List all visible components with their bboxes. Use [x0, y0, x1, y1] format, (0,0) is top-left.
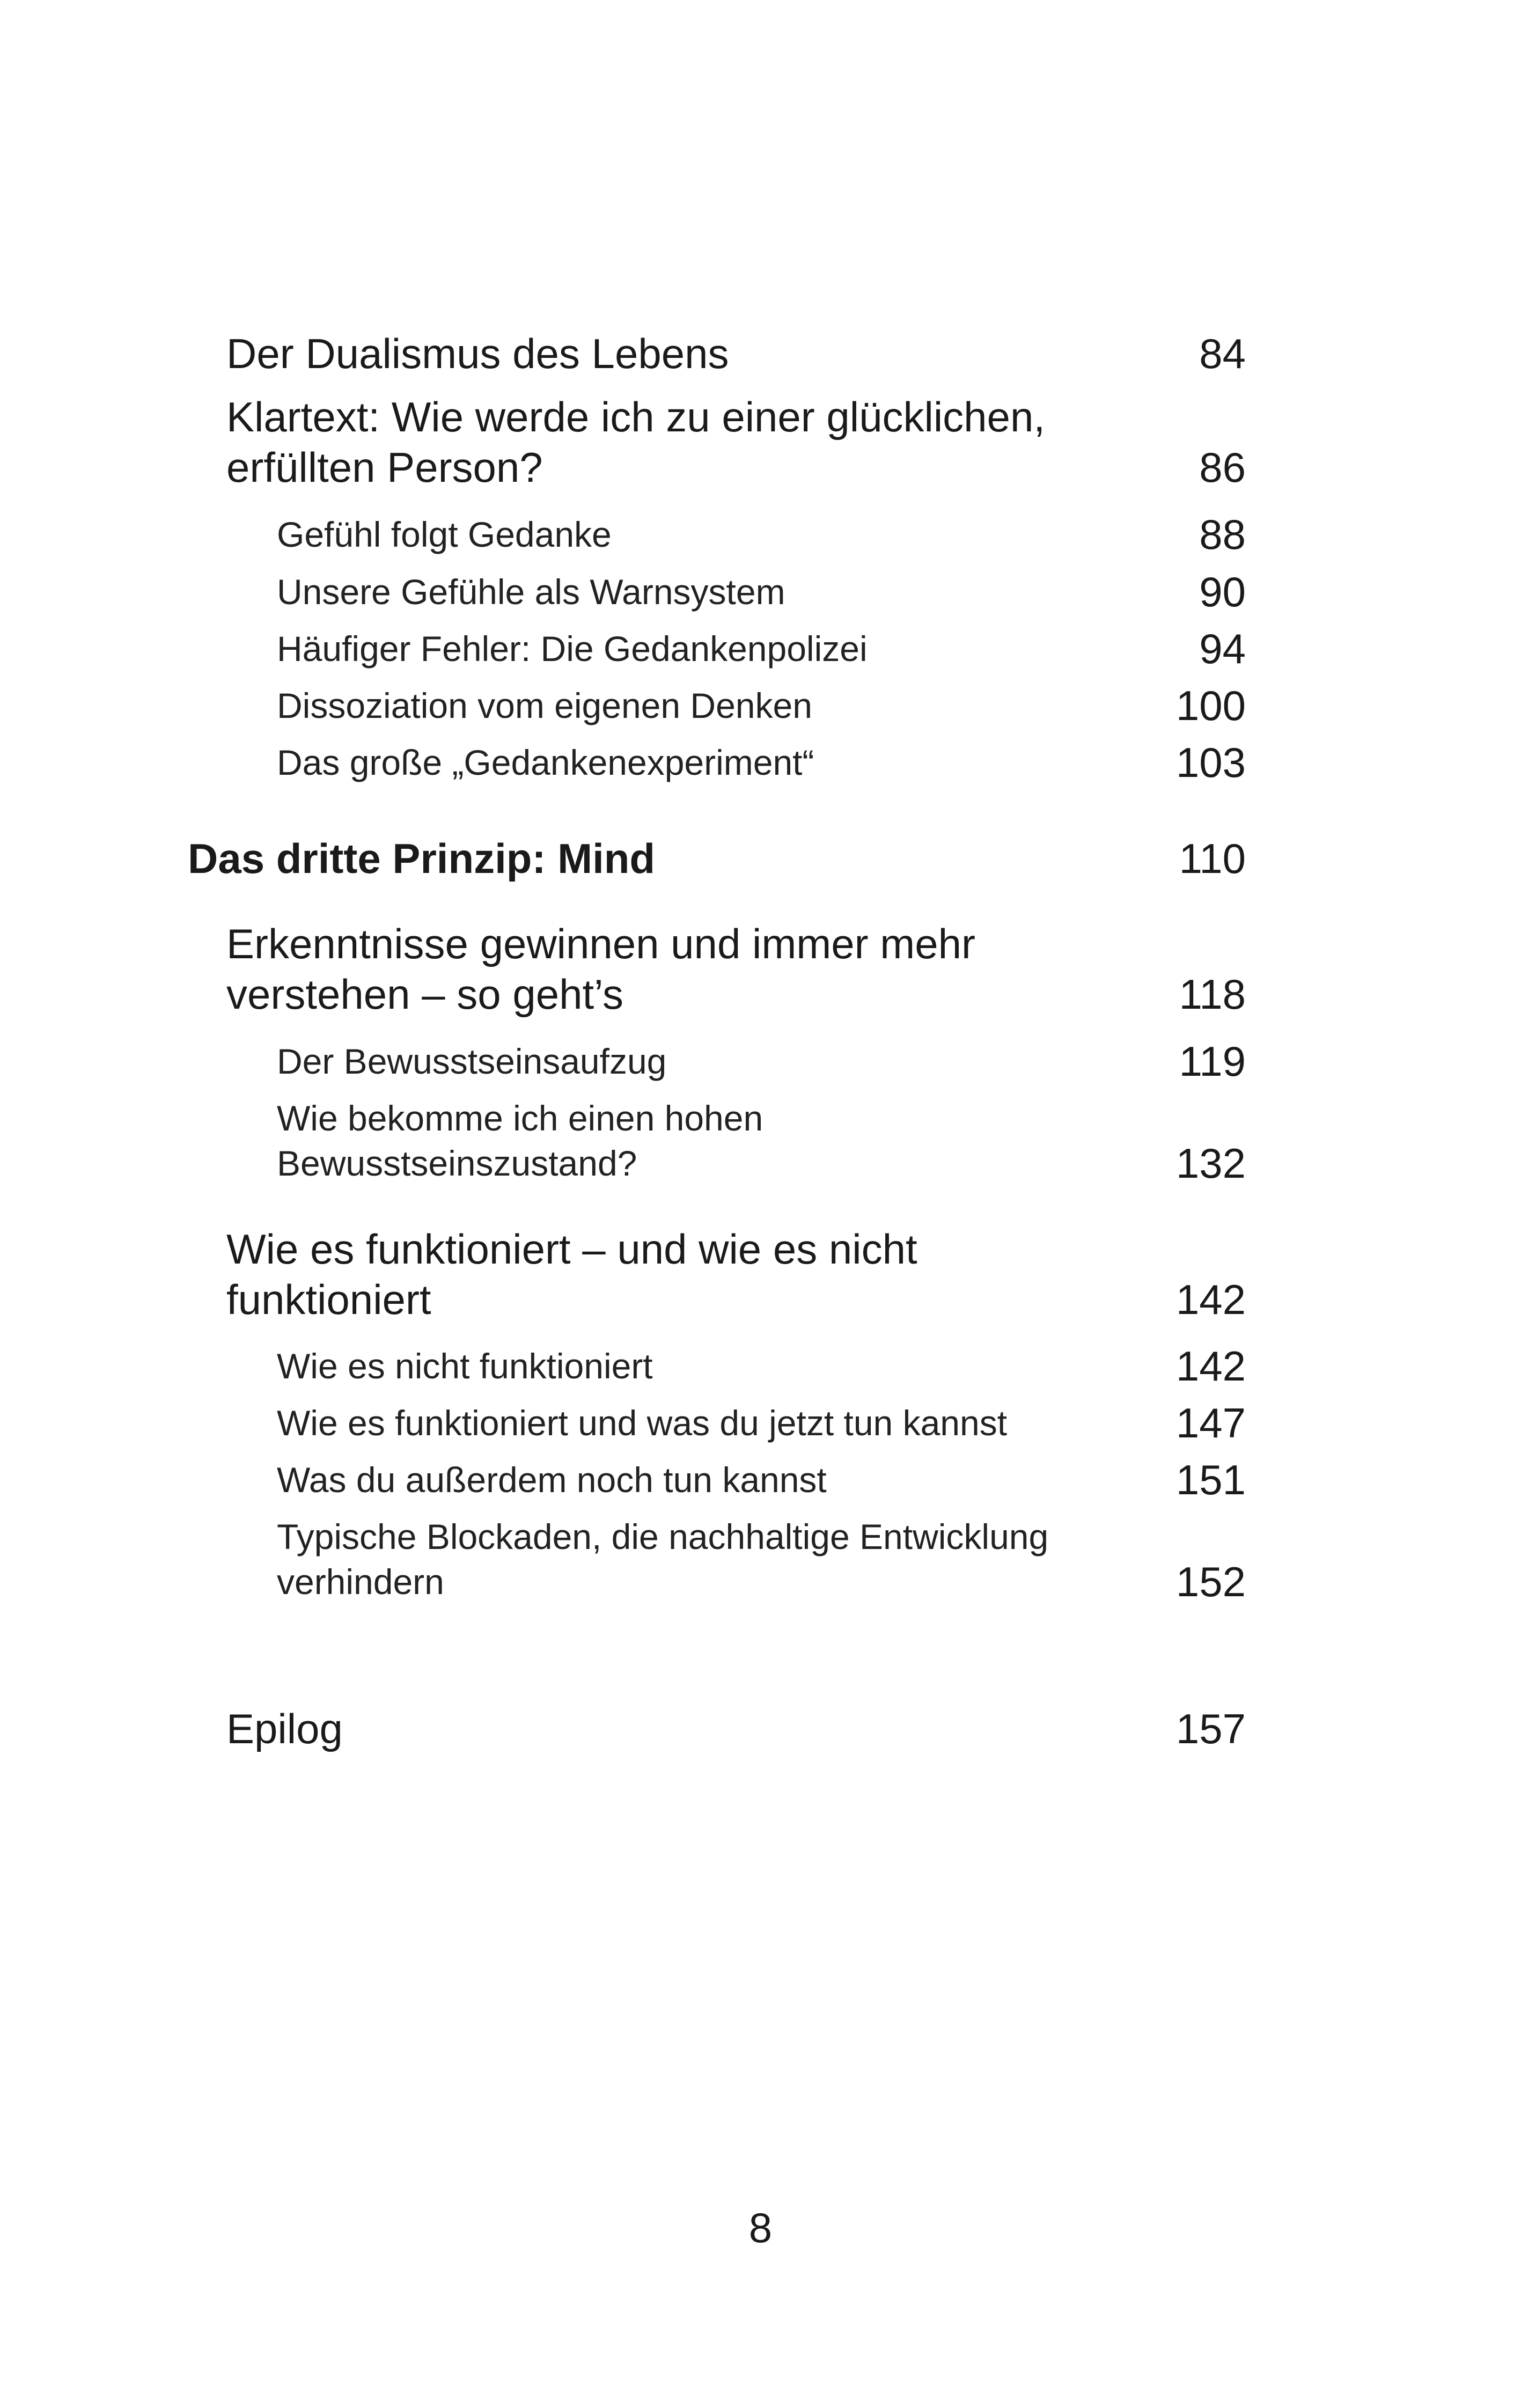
toc-entry-page: 118 — [1179, 971, 1246, 1018]
toc-entry — [277, 1457, 1246, 1502]
toc-entry-page: 86 — [1199, 444, 1246, 491]
toc-entry-page: 119 — [1179, 1038, 1246, 1085]
toc-entry — [277, 1039, 1246, 1084]
page-number: 8 — [748, 2204, 773, 2251]
toc-entry — [277, 569, 1246, 614]
toc-entry-page: 100 — [1175, 682, 1246, 729]
toc-entry-title: Epilog — [226, 1705, 343, 1752]
toc-entry-title: Der Dualismus des Lebens — [226, 330, 729, 377]
toc-entry — [277, 626, 1246, 671]
toc-entry-title: Klartext: Wie werde ich zu einer glücklichen, erfüllten Person? — [226, 393, 1045, 491]
toc-entry-title: Gefühl folgt Gedanke — [277, 515, 612, 554]
toc-entry-title: Wie es funktioniert – und wie es nicht funktioniert — [226, 1225, 917, 1323]
toc-entry — [277, 512, 1246, 557]
toc-entry-title: Wie bekomme ich einen hohen Bewusstseinszustand? — [277, 1098, 763, 1183]
toc-entry-page: 147 — [1175, 1399, 1246, 1447]
toc-entry — [226, 328, 1246, 379]
toc-entry — [277, 1400, 1246, 1445]
toc-entry — [277, 1096, 1246, 1186]
toc-entry-page: 84 — [1199, 330, 1246, 377]
toc-entry-title: Das große „Gedankenexperiment“ — [277, 743, 814, 782]
toc-entry — [226, 1704, 1246, 1754]
toc-entry-page: 152 — [1175, 1558, 1246, 1605]
toc-entry-title: Häufiger Fehler: Die Gedankenpolizei — [277, 629, 868, 669]
toc-entry — [277, 1514, 1246, 1604]
toc-entry-page: 142 — [1175, 1342, 1246, 1390]
toc-entry-title: Was du außerdem noch tun kannst — [277, 1460, 827, 1500]
toc-entry-page: 132 — [1175, 1140, 1246, 1187]
toc-entry-title: Erkenntnisse gewinnen und immer mehr verstehen – so geht’s — [226, 920, 976, 1018]
toc-entry — [277, 1344, 1246, 1389]
toc-entry — [226, 392, 1246, 493]
toc-entry — [226, 919, 1246, 1019]
toc-entry-page: 88 — [1199, 511, 1246, 558]
toc-entry-title: Unsere Gefühle als Warnsystem — [277, 572, 785, 612]
toc-entry-title: Wie es funktioniert und was du jetzt tun kannst — [277, 1403, 1008, 1443]
toc-entry-page: 142 — [1175, 1276, 1246, 1323]
toc-entry-title: Dissoziation vom eigenen Denken — [277, 686, 812, 725]
toc-entry-page: 94 — [1199, 625, 1246, 672]
toc-entry — [226, 1224, 1246, 1325]
toc-entry — [277, 740, 1246, 785]
toc-entry-page: 157 — [1175, 1705, 1246, 1752]
toc-entry-title: Wie es nicht funktioniert — [277, 1346, 653, 1386]
toc-entry — [277, 683, 1246, 728]
toc-entry-page: 90 — [1199, 568, 1246, 615]
toc-chapter-entry — [188, 833, 1246, 884]
toc-entry-page: 110 — [1179, 835, 1246, 882]
toc-entry-title: Der Bewusstseinsaufzug — [277, 1041, 667, 1081]
toc-entry-page: 103 — [1175, 739, 1246, 786]
toc-entry-title: Typische Blockaden, die nachhaltige Entwicklung verhindern — [277, 1517, 1049, 1602]
toc-entry-page: 151 — [1175, 1456, 1246, 1503]
toc-entry-title: Das dritte Prinzip: Mind — [188, 835, 656, 882]
